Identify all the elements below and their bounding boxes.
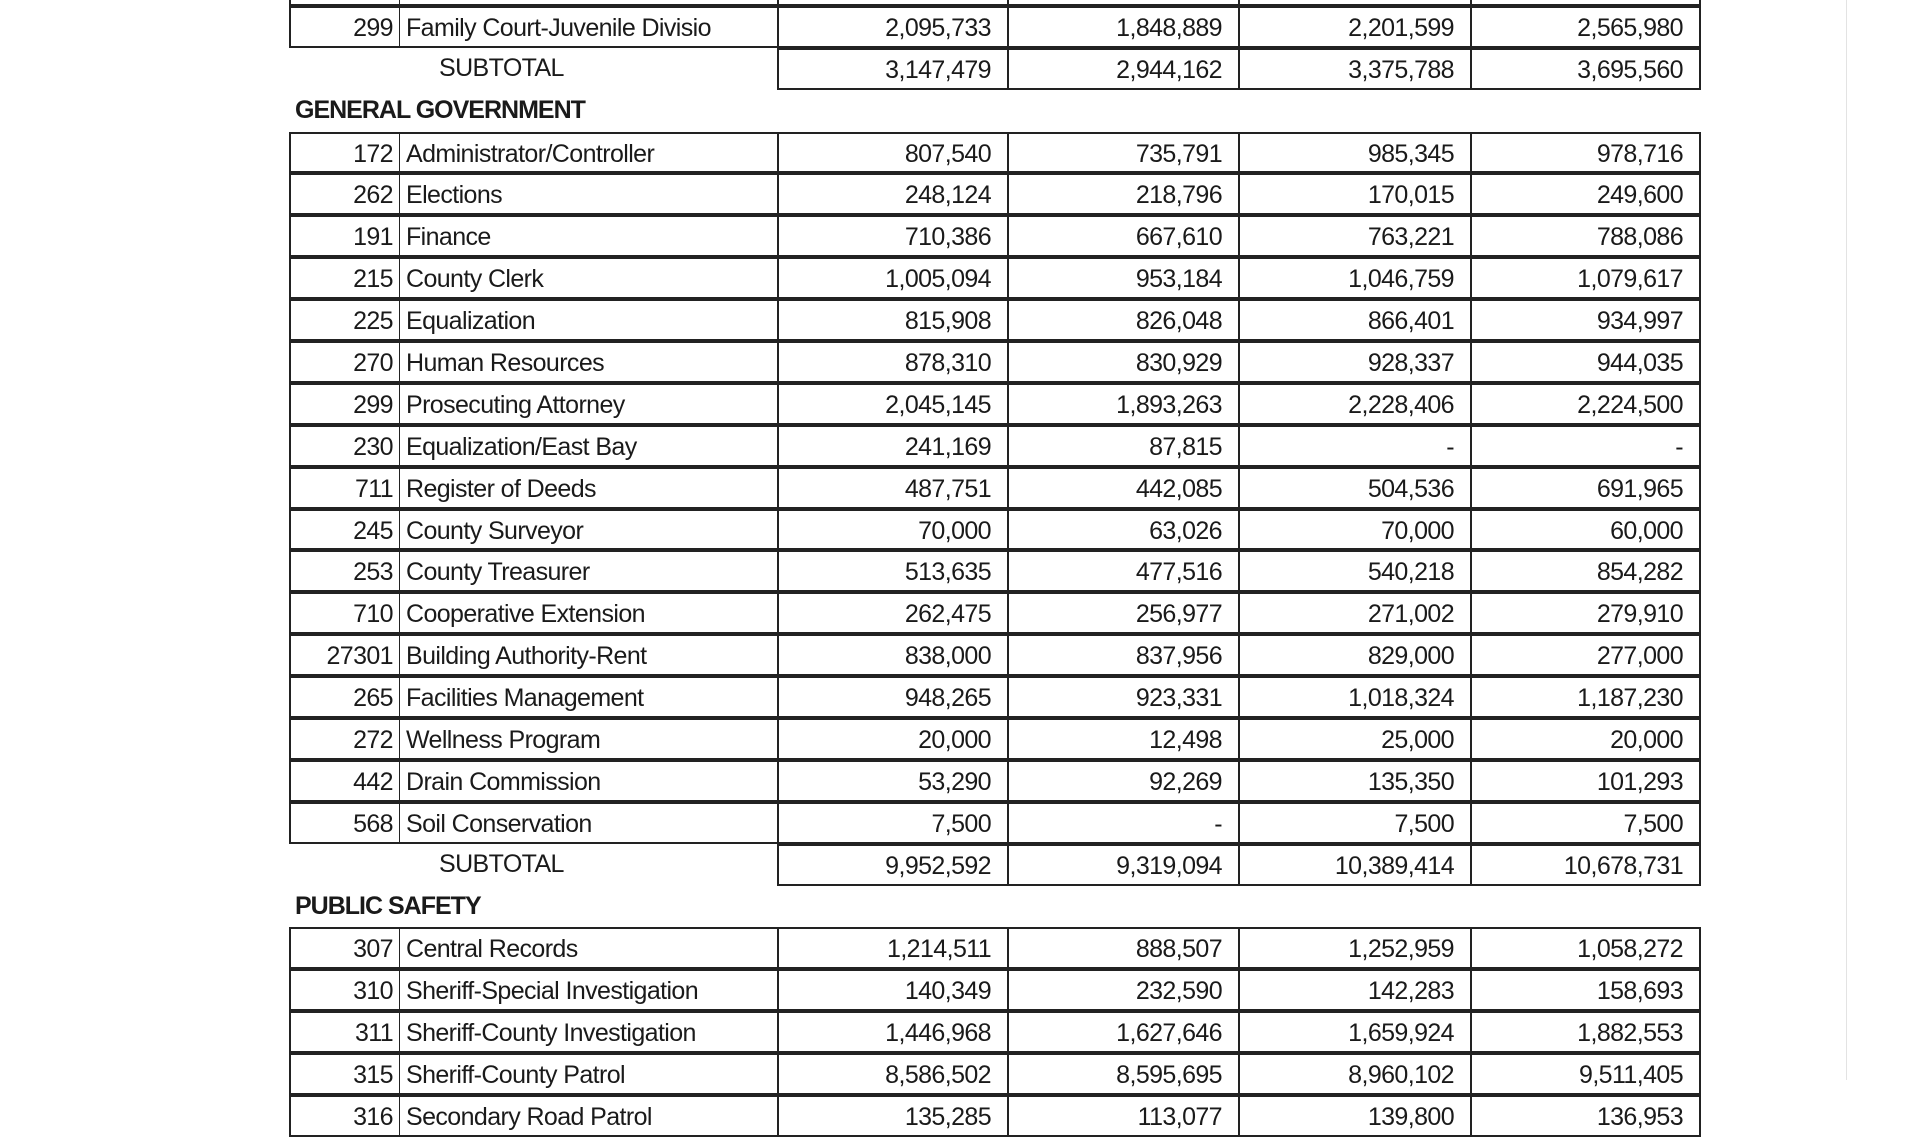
table-row bbox=[289, 760, 1701, 802]
amount-cell: 837,956 bbox=[1007, 634, 1238, 676]
amount-cell: 504,536 bbox=[1238, 467, 1470, 509]
amount-cell: 829,000 bbox=[1238, 634, 1470, 676]
amount-cell: 9,511,405 bbox=[1470, 1053, 1701, 1095]
account-code: 316 bbox=[289, 1095, 399, 1137]
amount-cell: 2,045,145 bbox=[777, 383, 1007, 425]
department-name: Family Court-Juvenile Divisio bbox=[399, 6, 777, 48]
section-header-row bbox=[289, 886, 1701, 928]
department-name: County Treasurer bbox=[399, 550, 777, 592]
amount-cell: 830,929 bbox=[1007, 341, 1238, 383]
table-row bbox=[289, 509, 1701, 551]
amount-cell: 249,600 bbox=[1470, 173, 1701, 215]
amount-cell: 2,944,162 bbox=[1007, 48, 1238, 90]
amount-cell: 2,095,733 bbox=[777, 6, 1007, 48]
account-code: 315 bbox=[289, 1053, 399, 1095]
amount-cell: 136,953 bbox=[1470, 1095, 1701, 1137]
page-edge-divider bbox=[1846, 0, 1847, 1080]
amount-cell: 826,048 bbox=[1007, 299, 1238, 341]
department-name: County Surveyor bbox=[399, 509, 777, 551]
table-row bbox=[289, 257, 1701, 299]
account-code: 253 bbox=[289, 550, 399, 592]
amount-cell: 70,000 bbox=[1238, 509, 1470, 551]
table-row bbox=[289, 425, 1701, 467]
amount-cell: 513,635 bbox=[777, 550, 1007, 592]
table-row bbox=[289, 299, 1701, 341]
amount-cell: 170,015 bbox=[1238, 173, 1470, 215]
amount-cell: 691,965 bbox=[1470, 467, 1701, 509]
amount-cell: 113,077 bbox=[1007, 1095, 1238, 1137]
amount-cell: 7,500 bbox=[1470, 802, 1701, 844]
budget-table bbox=[289, 0, 1701, 1137]
account-code: 711 bbox=[289, 467, 399, 509]
table-row bbox=[289, 592, 1701, 634]
amount-cell: 135,285 bbox=[777, 1095, 1007, 1137]
table-row bbox=[289, 1095, 1701, 1137]
table-row bbox=[289, 467, 1701, 509]
table-row bbox=[289, 718, 1701, 760]
amount-cell: 70,000 bbox=[777, 509, 1007, 551]
table-row bbox=[289, 634, 1701, 676]
amount-cell: 953,184 bbox=[1007, 257, 1238, 299]
amount-cell: 218,796 bbox=[1007, 173, 1238, 215]
section-title: PUBLIC SAFETY bbox=[295, 891, 481, 920]
amount-cell: 928,337 bbox=[1238, 341, 1470, 383]
amount-cell: 878,310 bbox=[777, 341, 1007, 383]
account-code bbox=[289, 844, 399, 886]
amount-cell: 1,005,094 bbox=[777, 257, 1007, 299]
amount-cell: 8,595,695 bbox=[1007, 1053, 1238, 1095]
amount-cell: 888,507 bbox=[1007, 927, 1238, 969]
department-name: Soil Conservation bbox=[399, 802, 777, 844]
department-name: Prosecuting Attorney bbox=[399, 383, 777, 425]
account-code: 262 bbox=[289, 173, 399, 215]
amount-cell: 2,228,406 bbox=[1238, 383, 1470, 425]
amount-cell: 788,086 bbox=[1470, 215, 1701, 257]
subtotal-label: SUBTOTAL bbox=[439, 53, 564, 82]
amount-cell: 139,800 bbox=[1238, 1095, 1470, 1137]
amount-cell: 232,590 bbox=[1007, 969, 1238, 1011]
table-row bbox=[289, 969, 1701, 1011]
amount-cell: 442,085 bbox=[1007, 467, 1238, 509]
table-row bbox=[289, 6, 1701, 48]
amount-cell: - bbox=[1238, 425, 1470, 467]
table-row bbox=[289, 927, 1701, 969]
amount-cell: 248,124 bbox=[777, 173, 1007, 215]
account-code bbox=[289, 48, 399, 90]
amount-cell: - bbox=[1007, 802, 1238, 844]
amount-cell: 1,882,553 bbox=[1470, 1011, 1701, 1053]
amount-cell: 1,446,968 bbox=[777, 1011, 1007, 1053]
amount-cell: 934,997 bbox=[1470, 299, 1701, 341]
table-row bbox=[289, 132, 1701, 174]
amount-cell: 256,977 bbox=[1007, 592, 1238, 634]
amount-cell: 763,221 bbox=[1238, 215, 1470, 257]
amount-cell: 1,893,263 bbox=[1007, 383, 1238, 425]
amount-cell: 10,678,731 bbox=[1470, 844, 1701, 886]
amount-cell: 53,290 bbox=[777, 760, 1007, 802]
department-name: Wellness Program bbox=[399, 718, 777, 760]
amount-cell: 25,000 bbox=[1238, 718, 1470, 760]
amount-cell: 1,848,889 bbox=[1007, 6, 1238, 48]
amount-cell: 487,751 bbox=[777, 467, 1007, 509]
account-code: 245 bbox=[289, 509, 399, 551]
account-code: 225 bbox=[289, 299, 399, 341]
table-row bbox=[289, 1011, 1701, 1053]
amount-cell: 12,498 bbox=[1007, 718, 1238, 760]
amount-cell: 142,283 bbox=[1238, 969, 1470, 1011]
account-code: 299 bbox=[289, 6, 399, 48]
table-row bbox=[289, 676, 1701, 718]
amount-cell: - bbox=[1470, 425, 1701, 467]
account-code: 172 bbox=[289, 132, 399, 174]
amount-cell: 9,952,592 bbox=[777, 844, 1007, 886]
amount-cell: 2,565,980 bbox=[1470, 6, 1701, 48]
account-code: 307 bbox=[289, 927, 399, 969]
account-code: 442 bbox=[289, 760, 399, 802]
account-code: 270 bbox=[289, 341, 399, 383]
amount-cell: 735,791 bbox=[1007, 132, 1238, 174]
amount-cell: 20,000 bbox=[777, 718, 1007, 760]
account-code: 230 bbox=[289, 425, 399, 467]
department-name: Secondary Road Patrol bbox=[399, 1095, 777, 1137]
amount-cell: 978,716 bbox=[1470, 132, 1701, 174]
amount-cell: 540,218 bbox=[1238, 550, 1470, 592]
amount-cell: 3,147,479 bbox=[777, 48, 1007, 90]
amount-cell: 10,389,414 bbox=[1238, 844, 1470, 886]
amount-cell: 1,214,511 bbox=[777, 927, 1007, 969]
department-name: Equalization bbox=[399, 299, 777, 341]
subtotal-row bbox=[289, 844, 1701, 886]
amount-cell: 1,252,959 bbox=[1238, 927, 1470, 969]
amount-cell: 87,815 bbox=[1007, 425, 1238, 467]
table-row bbox=[289, 215, 1701, 257]
department-name: County Clerk bbox=[399, 257, 777, 299]
amount-cell: 948,265 bbox=[777, 676, 1007, 718]
department-name: Sheriff-Special Investigation bbox=[399, 969, 777, 1011]
amount-cell: 241,169 bbox=[777, 425, 1007, 467]
amount-cell: 279,910 bbox=[1470, 592, 1701, 634]
amount-cell: 262,475 bbox=[777, 592, 1007, 634]
department-name: Elections bbox=[399, 173, 777, 215]
amount-cell: 2,201,599 bbox=[1238, 6, 1470, 48]
table-row bbox=[289, 1053, 1701, 1095]
account-code: 272 bbox=[289, 718, 399, 760]
amount-cell: 1,058,272 bbox=[1470, 927, 1701, 969]
section-header-row bbox=[289, 90, 1701, 132]
amount-cell: 3,375,788 bbox=[1238, 48, 1470, 90]
amount-cell: 838,000 bbox=[777, 634, 1007, 676]
account-code: 710 bbox=[289, 592, 399, 634]
account-code: 265 bbox=[289, 676, 399, 718]
amount-cell: 7,500 bbox=[777, 802, 1007, 844]
amount-cell: 710,386 bbox=[777, 215, 1007, 257]
amount-cell: 7,500 bbox=[1238, 802, 1470, 844]
amount-cell: 1,079,617 bbox=[1470, 257, 1701, 299]
subtotal-label: SUBTOTAL bbox=[439, 849, 564, 878]
amount-cell: 1,659,924 bbox=[1238, 1011, 1470, 1053]
amount-cell: 271,002 bbox=[1238, 592, 1470, 634]
account-code: 27301 bbox=[289, 634, 399, 676]
table-row bbox=[289, 341, 1701, 383]
account-code: 311 bbox=[289, 1011, 399, 1053]
amount-cell: 1,046,759 bbox=[1238, 257, 1470, 299]
department-name: Building Authority-Rent bbox=[399, 634, 777, 676]
account-code: 568 bbox=[289, 802, 399, 844]
department-name: Finance bbox=[399, 215, 777, 257]
amount-cell: 3,695,560 bbox=[1470, 48, 1701, 90]
amount-cell: 20,000 bbox=[1470, 718, 1701, 760]
amount-cell: 477,516 bbox=[1007, 550, 1238, 592]
amount-cell: 8,586,502 bbox=[777, 1053, 1007, 1095]
department-name: Central Records bbox=[399, 927, 777, 969]
amount-cell: 1,627,646 bbox=[1007, 1011, 1238, 1053]
department-name: Administrator/Controller bbox=[399, 132, 777, 174]
amount-cell: 807,540 bbox=[777, 132, 1007, 174]
account-code: 215 bbox=[289, 257, 399, 299]
amount-cell: 944,035 bbox=[1470, 341, 1701, 383]
amount-cell: 923,331 bbox=[1007, 676, 1238, 718]
account-code: 299 bbox=[289, 383, 399, 425]
subtotal-row bbox=[289, 48, 1701, 90]
amount-cell: 9,319,094 bbox=[1007, 844, 1238, 886]
department-name: Facilities Management bbox=[399, 676, 777, 718]
amount-cell: 1,018,324 bbox=[1238, 676, 1470, 718]
amount-cell: 60,000 bbox=[1470, 509, 1701, 551]
department-name: Cooperative Extension bbox=[399, 592, 777, 634]
amount-cell: 866,401 bbox=[1238, 299, 1470, 341]
amount-cell: 140,349 bbox=[777, 969, 1007, 1011]
account-code: 310 bbox=[289, 969, 399, 1011]
amount-cell: 8,960,102 bbox=[1238, 1053, 1470, 1095]
amount-cell: 277,000 bbox=[1470, 634, 1701, 676]
amount-cell: 92,269 bbox=[1007, 760, 1238, 802]
department-name: Human Resources bbox=[399, 341, 777, 383]
table-row bbox=[289, 173, 1701, 215]
table-row bbox=[289, 802, 1701, 844]
department-name: Register of Deeds bbox=[399, 467, 777, 509]
amount-cell: 1,187,230 bbox=[1470, 676, 1701, 718]
amount-cell: 2,224,500 bbox=[1470, 383, 1701, 425]
amount-cell: 985,345 bbox=[1238, 132, 1470, 174]
amount-cell: 135,350 bbox=[1238, 760, 1470, 802]
amount-cell: 854,282 bbox=[1470, 550, 1701, 592]
department-name: Drain Commission bbox=[399, 760, 777, 802]
amount-cell: 158,693 bbox=[1470, 969, 1701, 1011]
department-name: Equalization/East Bay bbox=[399, 425, 777, 467]
amount-cell: 667,610 bbox=[1007, 215, 1238, 257]
amount-cell: 815,908 bbox=[777, 299, 1007, 341]
department-name: Sheriff-County Investigation bbox=[399, 1011, 777, 1053]
section-title: GENERAL GOVERNMENT bbox=[295, 95, 585, 124]
amount-cell: 63,026 bbox=[1007, 509, 1238, 551]
amount-cell: 101,293 bbox=[1470, 760, 1701, 802]
account-code: 191 bbox=[289, 215, 399, 257]
table-row bbox=[289, 550, 1701, 592]
table-row bbox=[289, 383, 1701, 425]
department-name: Sheriff-County Patrol bbox=[399, 1053, 777, 1095]
